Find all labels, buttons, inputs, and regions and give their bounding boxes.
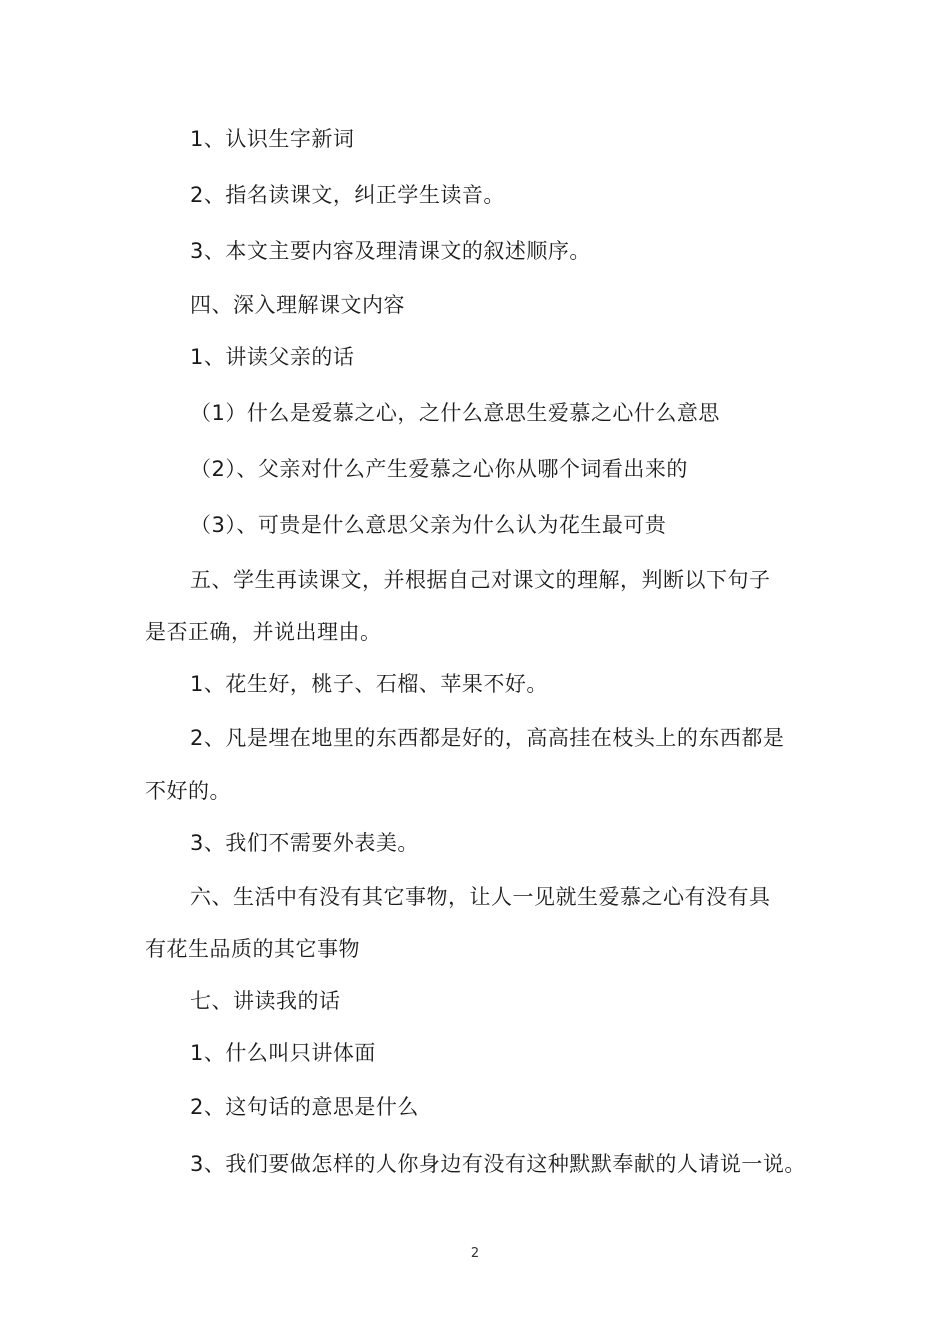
paragraph-line-7: （2）、父亲对什么产生爱慕之心你从哪个词看出来的 <box>190 457 688 481</box>
paragraph-line-11: 1、花生好，桃子、石榴、苹果不好。 <box>190 672 548 696</box>
page-number: 2 <box>470 1246 480 1261</box>
paragraph-line-16: 有花生品质的其它事物 <box>145 937 360 961</box>
paragraph-line-13: 不好的。 <box>145 779 231 803</box>
paragraph-line-20: 3、我们要做怎样的人你身边有没有这种默默奉献的人请说一说。 <box>190 1152 806 1176</box>
section-heading-5: 五、学生再读课文，并根据自己对课文的理解，判断以下句子 <box>190 568 771 592</box>
paragraph-line-1: 1、认识生字新词 <box>190 127 355 151</box>
paragraph-line-5: 1、讲读父亲的话 <box>190 345 355 369</box>
paragraph-line-14: 3、我们不需要外表美。 <box>190 831 419 855</box>
paragraph-line-12: 2、凡是埋在地里的东西都是好的，高高挂在枝头上的东西都是 <box>190 726 785 750</box>
section-heading-6: 六、生活中有没有其它事物，让人一见就生爱慕之心有没有具 <box>190 885 771 909</box>
paragraph-line-19: 2、这句话的意思是什么 <box>190 1095 419 1119</box>
section-heading-7: 七、讲读我的话 <box>190 989 341 1013</box>
paragraph-line-18: 1、什么叫只讲体面 <box>190 1041 376 1065</box>
paragraph-line-3: 3、本文主要内容及理清课文的叙述顺序。 <box>190 239 591 263</box>
paragraph-line-10: 是否正确，并说出理由。 <box>145 620 382 644</box>
section-heading-4: 四、深入理解课文内容 <box>190 293 405 317</box>
paragraph-line-8: （3）、可贵是什么意思父亲为什么认为花生最可贵 <box>190 513 667 537</box>
paragraph-line-2: 2、指名读课文，纠正学生读音。 <box>190 183 505 207</box>
paragraph-line-6: （1）什么是爱慕之心，之什么意思生爱慕之心什么意思 <box>190 401 720 425</box>
